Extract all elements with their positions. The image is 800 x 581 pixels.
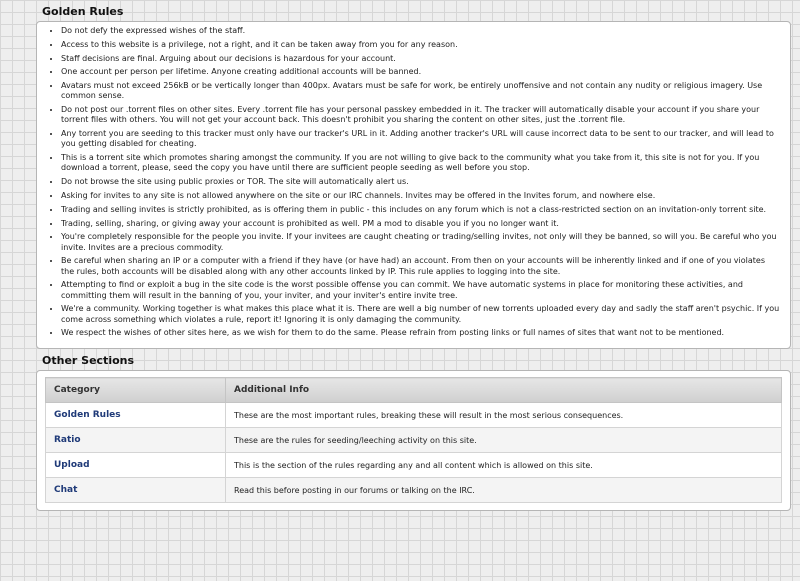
category-column-header: Category xyxy=(46,378,226,403)
rule-item: • One account per person per lifetime. Anyone creating additional accounts will be banned. xyxy=(61,67,780,77)
table-row xyxy=(46,403,782,428)
golden-rules-box xyxy=(36,21,791,349)
rule-item: • Any torrent you are seeding to this tracker must only have our tracker's URL in it. Adding another tracker's URL will cause incorrect data to be sent to our tracker, and will lead to you getting disabled for cheating. xyxy=(61,129,780,149)
category-cell xyxy=(46,428,226,453)
rule-item: • Be careful when sharing an IP or a computer with a friend if they have (or have had) an account. From then on your accounts will be inherently linked and if one of you violates the rules, both accounts will be disabled along with any other accounts linked by IP. This rule applies to logging into the site. xyxy=(61,256,780,276)
rule-item: • Staff decisions are final. Arguing about our decisions is hazardous for your account. xyxy=(61,54,780,64)
rule-item: • Do not browse the site using public proxies or TOR. The site will automatically alert us. xyxy=(61,177,780,187)
table-row xyxy=(46,453,782,478)
table-header-row xyxy=(46,378,782,403)
info-cell: This is the section of the rules regarding any and all content which is allowed on this site. xyxy=(226,453,782,478)
rule-item: • We're a community. Working together is what makes this place what it is. There are well a big number of new torrents uploaded every day and sadly the staff aren't psychic. If you come across something which violates a rule, report it! Ignoring it is only damaging the community. xyxy=(61,304,780,324)
rule-item: • Do not defy the expressed wishes of the staff. xyxy=(61,26,780,36)
rule-item: • Trading and selling invites is strictly prohibited, as is offering them in public - this includes on any forum which is not a class-restricted section on an invitation-only torrent site. xyxy=(61,205,780,215)
rule-item: • We respect the wishes of other sites here, as we wish for them to do the same. Please refrain from posting links or full names of sites that want not to be mentioned. xyxy=(61,328,780,338)
golden-rules-list xyxy=(45,26,780,339)
rule-item: • This is a torrent site which promotes sharing amongst the community. If you are not willing to give back to the community what you take from it, this site is not for you. If you download a torrent, please, seed the copy you have until there are sufficient people seeding as well before you stop. xyxy=(61,153,780,173)
rule-item: • Trading, selling, sharing, or giving away your account is prohibited as well. PM a mod to disable you if you no longer want it. xyxy=(61,219,780,229)
category-link[interactable]: Chat xyxy=(54,485,78,496)
info-column-header: Additional Info xyxy=(226,378,782,403)
category-link[interactable]: Golden Rules xyxy=(54,410,121,421)
category-cell xyxy=(46,478,226,503)
rule-item: • Avatars must not exceed 256kB or be vertically longer than 400px. Avatars must be safe for work, be entirely unoffensive and not contain any nudity or religious imagery. Use common sense. xyxy=(61,81,780,101)
table-row xyxy=(46,478,782,503)
rule-item: • Asking for invites to any site is not allowed anywhere on the site or our IRC channels. Invites may be offered in the Invites forum, and nowhere else. xyxy=(61,191,780,201)
category-cell xyxy=(46,453,226,478)
rule-item: • You're completely responsible for the people you invite. If your invitees are caught cheating or trading/selling invites, not only will they be banned, so will you. Be careful who you invite. Invites are a precious commodity. xyxy=(61,232,780,252)
other-sections-title: Other Sections xyxy=(42,354,135,368)
rules-page xyxy=(36,0,791,511)
other-sections-box xyxy=(36,370,791,511)
category-cell xyxy=(46,403,226,428)
info-cell: These are the rules for seeding/leeching activity on this site. xyxy=(226,428,782,453)
other-sections-table xyxy=(45,377,782,503)
rule-item: • Attempting to find or exploit a bug in the site code is the worst possible offense you can commit. We have automatic systems in place for monitoring these activities, and committing them will result in the banning of you, your inviter, and your inviter's entire invite tree. xyxy=(61,280,780,300)
category-link[interactable]: Ratio xyxy=(54,435,81,446)
table-row xyxy=(46,428,782,453)
rule-item: • Do not post our .torrent files on other sites. Every .torrent file has your personal passkey embedded in it. The tracker will automatically disable your account if you share your torrent files with others. You will not get your account back. This doesn't prohibit you sharing the content on other sites, just the .torrent file. xyxy=(61,105,780,125)
category-link[interactable]: Upload xyxy=(54,460,90,471)
info-cell: These are the most important rules, breaking these will result in the most serious consequences. xyxy=(226,403,782,428)
golden-rules-title: Golden Rules xyxy=(42,5,124,18)
rule-item: • Access to this website is a privilege, not a right, and it can be taken away from you for any reason. xyxy=(61,40,780,50)
info-cell: Read this before posting in our forums or talking on the IRC. xyxy=(226,478,782,503)
